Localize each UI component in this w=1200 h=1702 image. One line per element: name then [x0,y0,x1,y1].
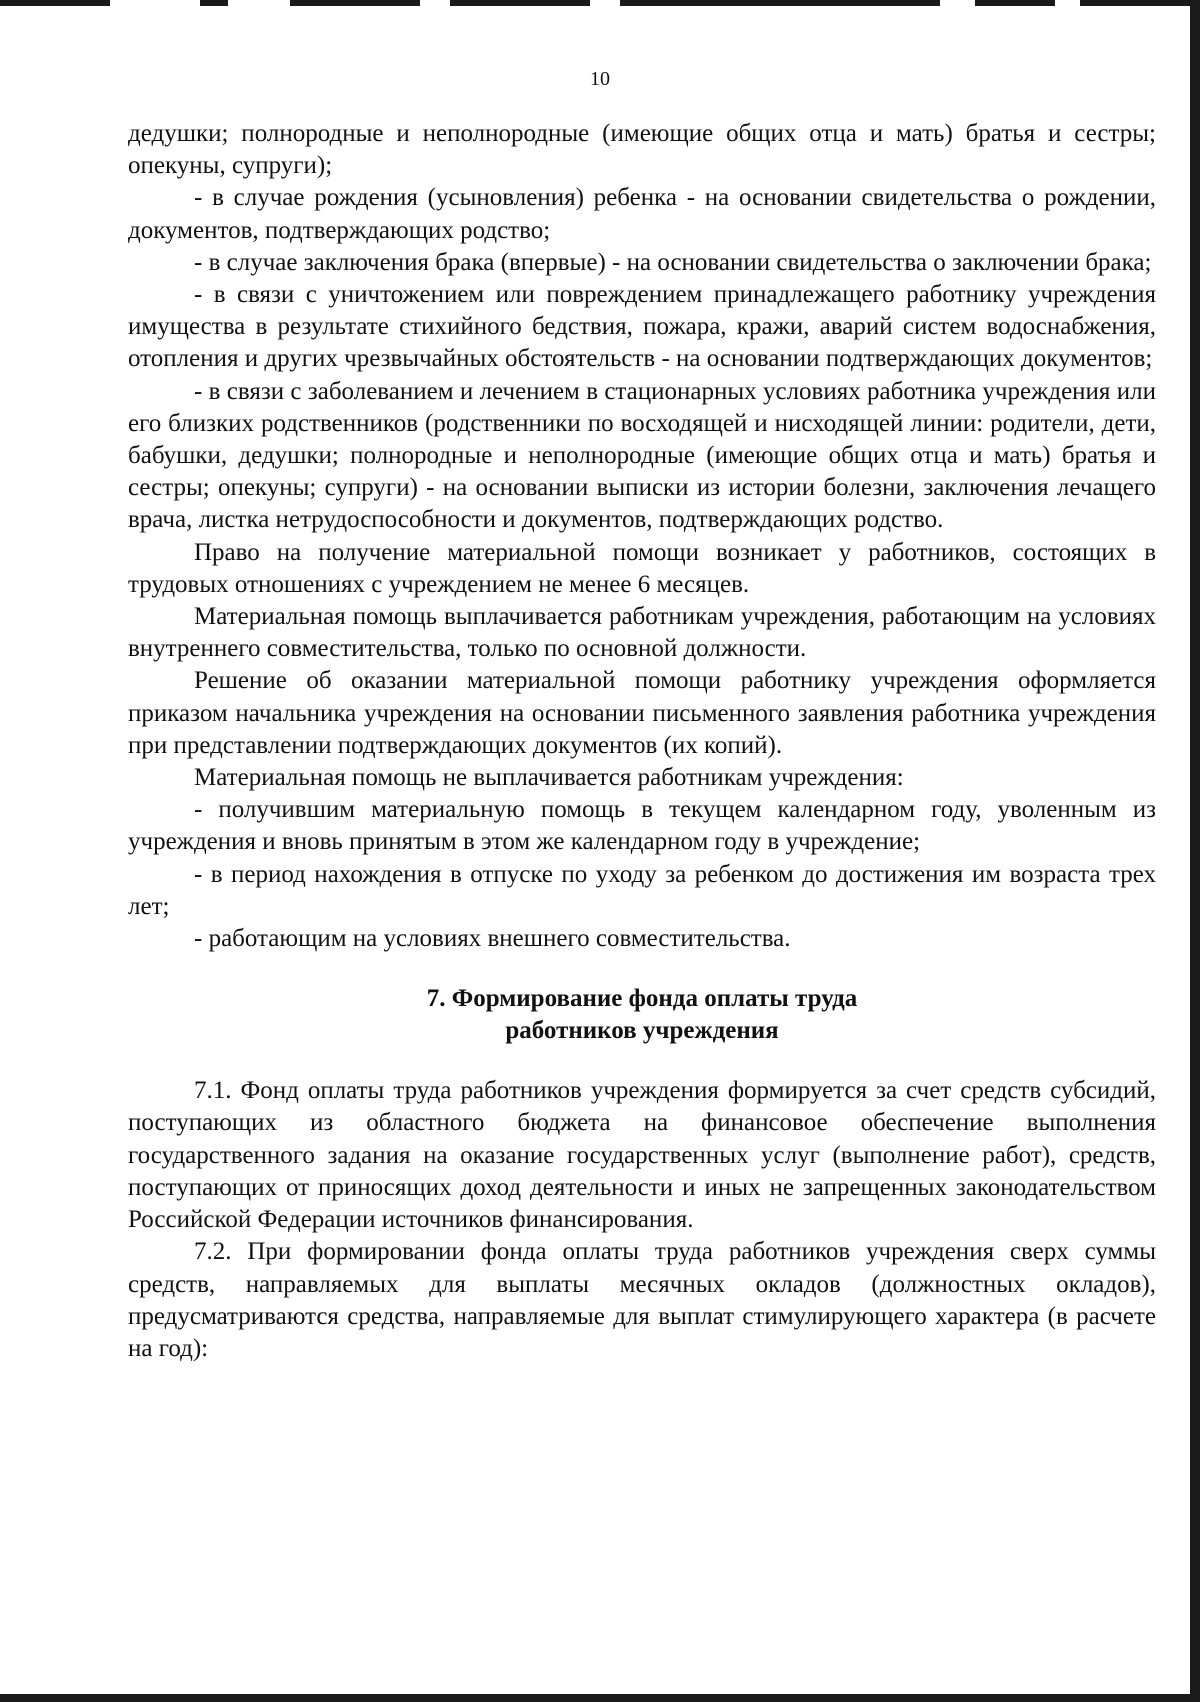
section-heading-line-1: 7. Формирование фонда оплаты труда [426,985,858,1013]
paragraph: - получившим материальную помощь в текущем календарном году, уволенным из учреждения и вновь принятым в этом же календарном году в учреждение; [128,796,1156,856]
paragraph: Право на получение материальной помощи возникает у работников, состоящих в трудовых отношениях с учреждением не менее 6 месяцев. [128,538,1156,598]
paragraph: - в связи с уничтожением или повреждением принадлежащего работнику учреждения имущества в результате стихийного бедствия, пожара, кражи, аварий систем водоснабжения, отопления и других чрезвычайных обстоятельств - на основании подтверждающих документов; [128,281,1156,373]
scan-artifact-right-edge [1190,0,1200,1702]
section-heading [128,983,1156,1047]
scan-artifact-bottom [0,1694,1200,1702]
paragraph: - работающим на условиях внешнего совместительства. [194,925,791,953]
document-body [128,118,1156,1365]
paragraph: Материальная помощь выплачивается работникам учреждения, работающим на условиях внутреннего совместительства, только по основной должности. [128,603,1156,663]
scan-artifact-top [0,0,1200,6]
paragraph: - в случае рождения (усыновления) ребенка - на основании свидетельства о рождении, документов, подтверждающих родство; [128,184,1156,244]
paragraph: 7.1. Фонд оплаты труда работников учреждения формируется за счет средств субсидий, поступающих из областного бюджета на финансовое обеспечение выполнения государственного задания на оказание государственных услуг (выполнение работ), средств, поступающих от приносящих доход деятельности и иных не запрещенных законодательством Российской Федерации источников финансирования. [128,1077,1156,1234]
paragraph: 7.2. При формировании фонда оплаты труда работников учреждения сверх суммы средств, направляемых для выплаты месячных окладов (должностных окладов), предусматриваются средства, направляемые для выплат стимулирующего характера (в расчете на год): [128,1238,1156,1362]
paragraphs-after-heading [128,1075,1156,1365]
paragraph: Материальная помощь не выплачивается работникам учреждения: [194,764,904,792]
paragraph: дедушки; полнородные и неполнородные (имеющие общих отца и мать) братья и сестры; опекуны, супруги); [128,120,1156,180]
paragraphs-before-heading [128,118,1156,955]
paragraph: Решение об оказании материальной помощи работнику учреждения оформляется приказом начальника учреждения на основании письменного заявления работника учреждения при представлении подтверждающих документов (их копий). [128,667,1156,759]
paragraph: - в связи с заболеванием и лечением в стационарных условиях работника учреждения или его близких родственников (родственники по восходящей и нисходящей линии: родители, дети, бабушки, дедушки; полнородные и неполнородные (имеющие общих отца и мать) братья и сестры; опекуны; супруги) - на основании выписки из истории болезни, заключения лечащего врача, листка нетрудоспособности и документов, подтверждающих родство. [128,377,1156,534]
paragraph: - в период нахождения в отпуске по уходу за ребенком до достижения им возраста трех лет; [128,860,1156,920]
page-number: 10 [590,68,610,90]
paragraph: - в случае заключения брака (впервые) - на основании свидетельства о заключении брака; [194,248,1152,276]
section-heading-line-2: работников учреждения [505,1017,779,1045]
